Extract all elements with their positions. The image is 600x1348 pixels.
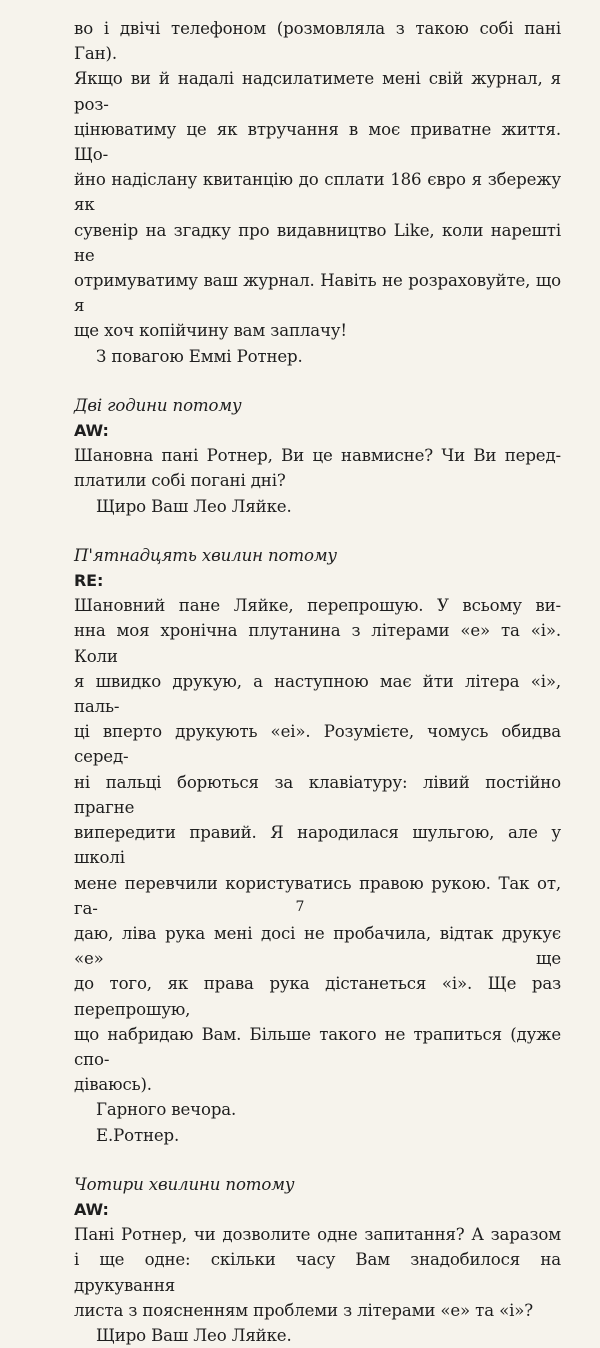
signature: Щиро Ваш Лео Ляйке. — [96, 496, 292, 516]
book-page-text — [74, 16, 561, 1348]
letter-block-3 — [74, 543, 561, 1148]
letter-block-4 — [74, 1172, 561, 1348]
signature: З повагою Еммі Ротнер. — [96, 346, 303, 366]
text-line: що набридаю Вам. Більше такого не трапиться (дуже спо- — [74, 1024, 561, 1069]
text-line: Якщо ви й надалі надсилатимете мені свій журнал, я роз- — [74, 69, 561, 114]
text-line: во і двічі телефоном (розмовляла з такою собі пані Ган). — [74, 19, 561, 64]
time-heading: Чотири хвилини потому — [74, 1174, 295, 1194]
text-line: ні пальці борються за клавіатуру: лівий постійно прагне — [74, 772, 561, 817]
text-line: я швидко друкую, а наступною має йти літера «і», паль- — [74, 671, 561, 717]
text-line: Пані Ротнер, чи дозволите одне запитання? А заразом — [74, 1225, 561, 1245]
text-line: даю, ліва рука мені досі не пробачила, відтак друкує «е» ще — [74, 923, 561, 969]
text-line: ці вперто друкують «еі». Розумієте, чомусь обидва серед- — [74, 722, 561, 767]
paragraph-body — [74, 1222, 561, 1323]
paragraph-body — [74, 593, 561, 1097]
sender-label: RE: — [74, 571, 104, 591]
text-line: цінюватиму це як втручання в моє приватне життя. Що- — [74, 119, 561, 165]
sender-label: AW: — [74, 421, 109, 441]
time-heading: Дві години потому — [74, 395, 242, 415]
sender-label: AW: — [74, 1199, 109, 1219]
letter-block-2 — [74, 393, 561, 519]
paragraph-body — [74, 443, 561, 493]
text-line: Шановний пане Ляйке, перепрошую. У всьому ви- — [74, 596, 561, 616]
signature: Щиро Ваш Лео Ляйке. — [96, 1325, 292, 1345]
time-heading: П'ятнадцять хвилин потому — [74, 545, 337, 565]
text-line: листа з поясненням проблеми з літерами «е» та «і»? — [74, 1300, 533, 1320]
text-line: випередити правий. Я народилася шульгою, але у школі — [74, 823, 561, 868]
signature: Е.Ротнер. — [96, 1125, 180, 1145]
text-line: платили собі погані дні? — [74, 471, 286, 491]
text-line: сувенір на згадку про видавництво Like, коли нарешті не — [74, 220, 561, 265]
text-line: отримуватиму ваш журнал. Навіть не розраховуйте, що я — [74, 271, 561, 316]
text-line: йно надіслану квитанцію до сплати 186 євро я збережу як — [74, 170, 561, 215]
paragraph-body — [74, 16, 561, 344]
text-line: мене перевчили користуватись правою рукою. Так от, га- — [74, 873, 561, 918]
page-number: 7 — [295, 899, 305, 915]
text-line: ще хоч копійчину вам заплачу! — [74, 321, 347, 341]
letter-block-1 — [74, 16, 561, 369]
text-line: нна моя хронічна плутанина з літерами «е» та «і». Коли — [74, 621, 561, 666]
text-line: до того, як права рука дістанеться «і». Ще раз перепрошую, — [74, 974, 561, 1019]
text-line: і ще одне: скільки часу Вам знадобилося на друкування — [74, 1250, 561, 1295]
text-line: Шановна пані Ротнер, Ви це навмисне? Чи Ви перед- — [74, 446, 561, 466]
closing-line: Гарного вечора. — [96, 1100, 237, 1120]
text-line: діваюсь). — [74, 1075, 152, 1095]
